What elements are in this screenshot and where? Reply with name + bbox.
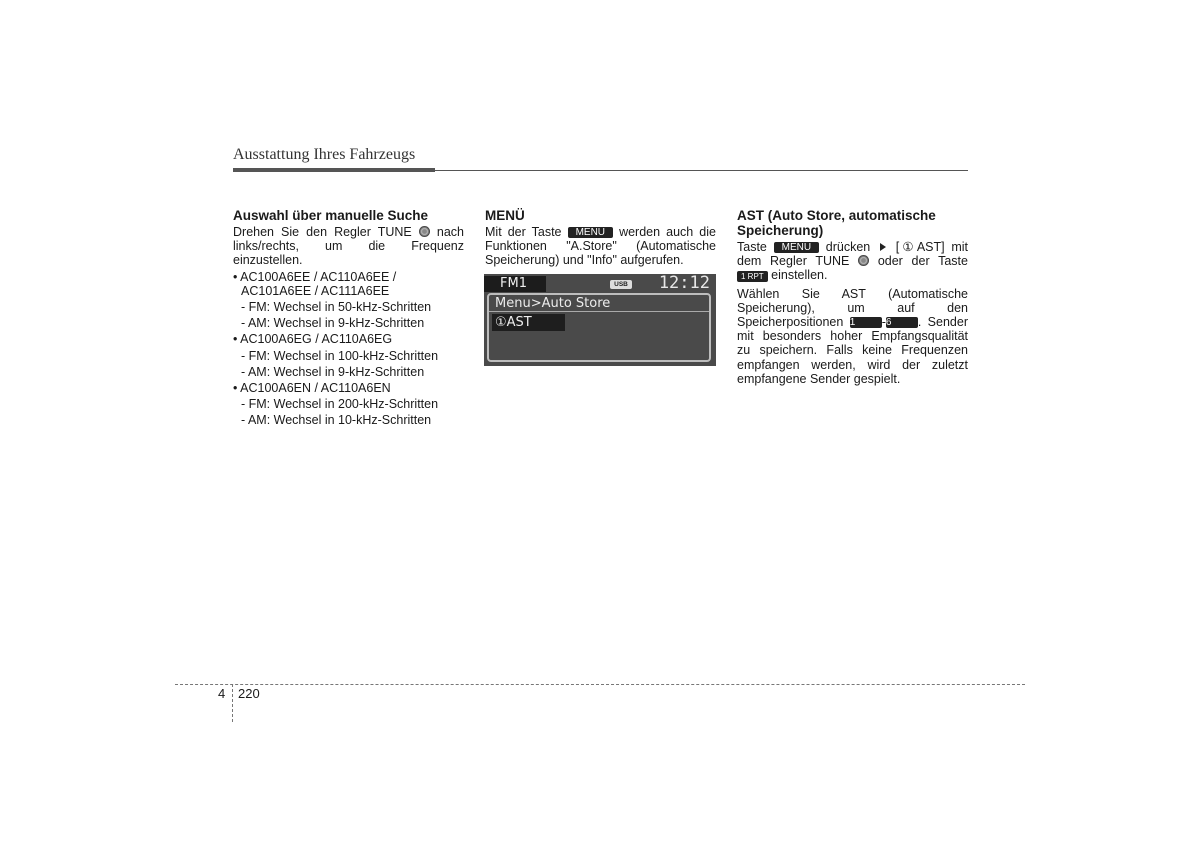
model-line: AC101A6EE / AC111A6EE (241, 283, 390, 298)
display-menu-panel (487, 293, 711, 362)
ast-text: [①AST] mit (895, 240, 968, 254)
ast-text: drücken (825, 240, 871, 254)
ast-text: dem Regler TUNE (737, 254, 850, 269)
model-line: • AC100A6EE / AC110A6EE / (233, 269, 397, 284)
model-group-eg (233, 332, 464, 379)
heading-line: Speicherung) (737, 223, 824, 238)
menu-text-b: werden auch die (619, 225, 716, 239)
header-rule (233, 170, 968, 171)
radio-display (484, 274, 716, 366)
section-heading-ast (737, 208, 968, 238)
footer-divider (232, 684, 233, 722)
key-separator: - (881, 315, 886, 330)
footer-rule (175, 684, 1025, 685)
intro-text-b: nach (436, 225, 464, 239)
ast-p2-line-2: Speicherung), um auf den (737, 300, 968, 315)
heading-line: AST (Auto Store, automatische (737, 208, 936, 223)
menu-path: Menu>Auto Store (495, 296, 611, 311)
ast-text: oder der Taste (877, 254, 968, 269)
rpt-key: 1 RPT (737, 271, 768, 282)
menu-key: MENU (774, 242, 819, 253)
ast-p2-line-3 (737, 315, 968, 329)
menu-text-a: Mit der Taste (485, 225, 562, 239)
ast-text: Speicherpositionen (737, 315, 844, 330)
column-ast (737, 208, 968, 386)
column-manual-search (233, 208, 464, 428)
fm-step-text: - FM: Wechsel in 50-kHz-Schritten (241, 300, 432, 315)
tune-knob-icon (858, 255, 869, 266)
intro-line-1 (233, 225, 464, 239)
display-divider (489, 311, 709, 312)
ast-p2-line-4: mit besonders hoher Empfangsqualität (737, 329, 968, 344)
model-group-en (233, 381, 464, 428)
menu-line-2: Funktionen "A.Store" (Automatische (485, 239, 716, 254)
display-clock: 12:12 (658, 273, 710, 293)
fm-step-text: - FM: Wechsel in 200-kHz-Schritten (241, 397, 439, 412)
chapter-number: 4 (218, 686, 226, 701)
section-heading-menu: MENÜ (485, 208, 525, 223)
column-menu (485, 208, 716, 268)
am-step-text: - AM: Wechsel in 9-kHz-Schritten (241, 364, 425, 379)
model-line: • AC100A6EN / AC110A6EN (233, 381, 391, 396)
usb-icon: USB (610, 280, 632, 289)
band-indicator: FM1 (484, 276, 546, 292)
running-header: Ausstattung Ihres Fahrzeugs (233, 146, 416, 163)
intro-text-a: Drehen Sie den Regler TUNE (233, 225, 412, 239)
ast-p2-line-5: zu speichern. Falls keine Frequenzen (737, 343, 968, 358)
fm-step-text: - FM: Wechsel in 100-kHz-Schritten (241, 348, 439, 363)
ast-p2-line-1: Wählen Sie AST (Automatische (737, 286, 968, 301)
am-step-text: - AM: Wechsel in 9-kHz-Schritten (241, 316, 425, 331)
preset-key-1: 1 (850, 317, 882, 328)
ast-p2-line-7: empfangene Sender gespielt. (737, 371, 901, 386)
preset-key-6: 6 (886, 317, 918, 328)
menu-line-3: Speicherung) und "Info" aufgerufen. (485, 253, 684, 268)
ast-text: einstellen. (771, 268, 828, 283)
page-number: 220 (238, 686, 260, 701)
selected-menu-item: ①AST (492, 314, 565, 331)
ast-p2-line-6: empfangen werden, wird der zuletzt (737, 357, 968, 372)
menu-key: MENU (568, 227, 613, 238)
intro-line-2: links/rechts, um die Frequenz (233, 239, 464, 254)
section-heading-manual-search: Auswahl über manuelle Suche (233, 208, 429, 223)
model-line: • AC100A6EG / AC110A6EG (233, 332, 393, 347)
ast-p1-line-3 (737, 268, 968, 282)
display-status-bar (484, 274, 716, 292)
menu-line-1 (485, 225, 716, 239)
ast-p1-line-1 (737, 240, 968, 254)
ast-text: . Sender (917, 315, 968, 330)
arrow-right-icon (880, 243, 886, 251)
ast-p1-line-2 (737, 254, 968, 268)
model-group-ee (233, 270, 464, 331)
preset-keys (850, 315, 968, 329)
tune-knob-icon (419, 226, 430, 237)
am-step-text: - AM: Wechsel in 10-kHz-Schritten (241, 413, 432, 428)
intro-line-3: einzustellen. (233, 253, 303, 268)
ast-text: Taste (737, 240, 767, 254)
